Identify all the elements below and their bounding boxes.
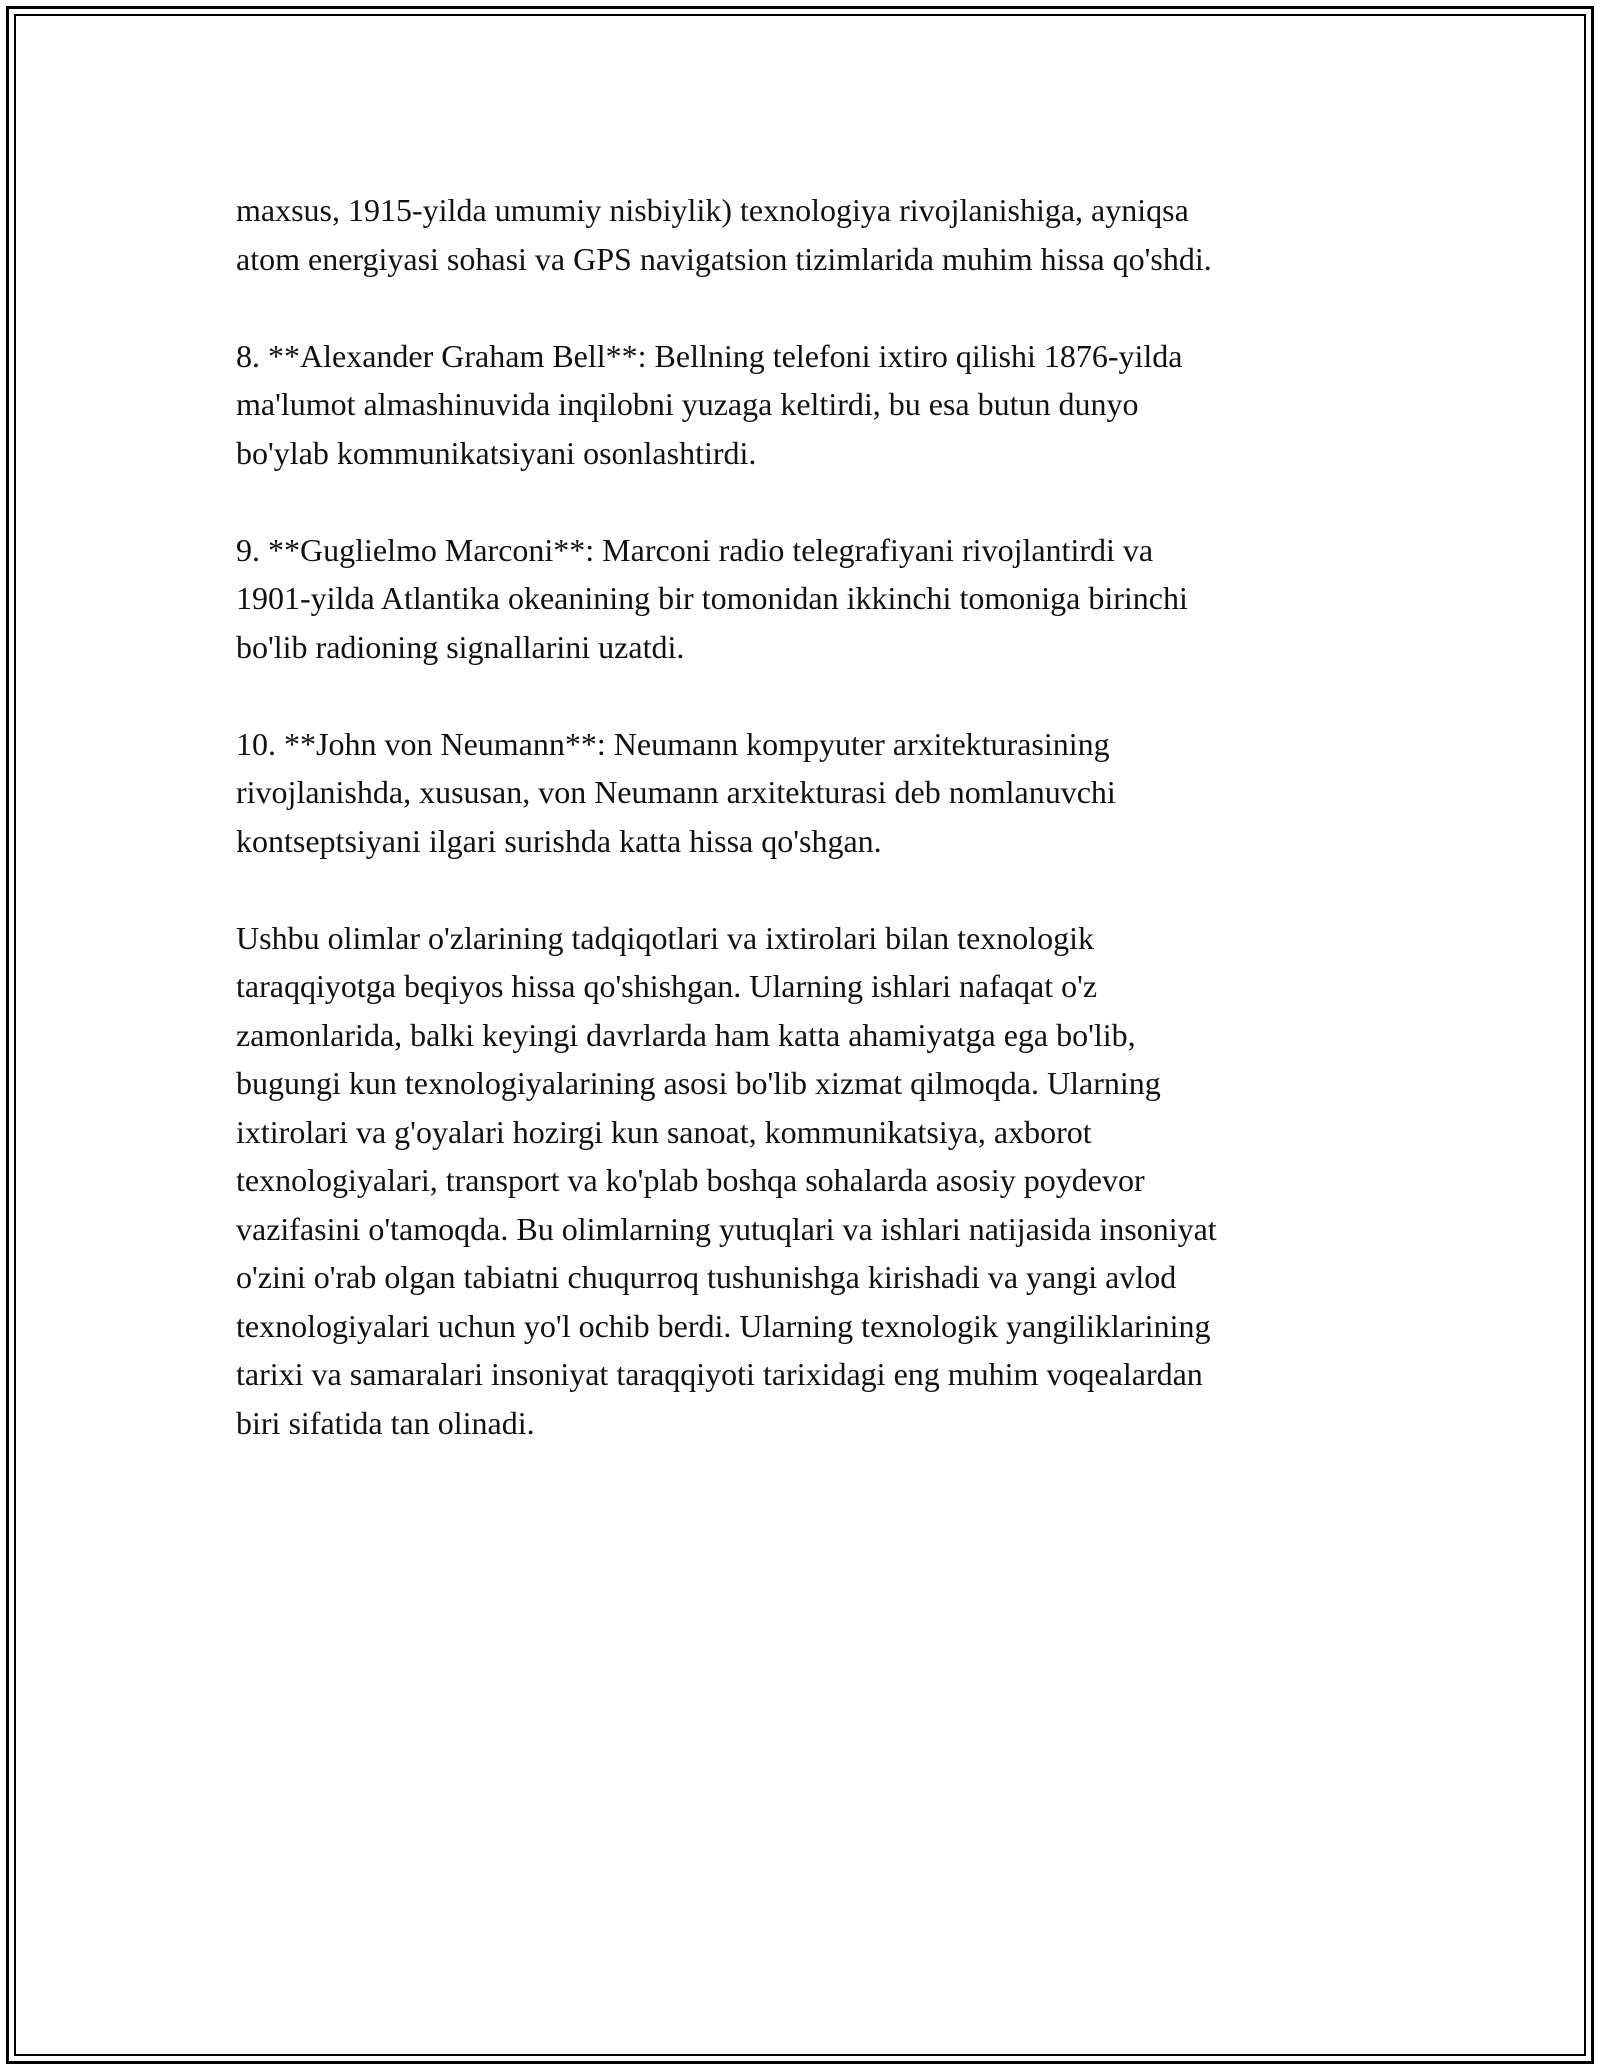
paragraph-conclusion: Ushbu olimlar o'zlarining tadqiqotlari va ixtirolari bilan texnologik taraqqiyotga beqiyos hissa qo'shishgan. Ularning ishlari nafaqat o'z zamonlarida, balki keyingi davrlarda ham katta ahamiyatga ega bo'lib, bugungi kun texnologiyalarining asosi bo'lib xizmat qilmoqda. Ularning ixtirolari va g'oyalari hozirgi kun sanoat, kommunikatsiya, axborot texnologiyalari, transport va ko'plab boshqa sohalarda asosiy poydevor vazifasini o'tamoqda. Bu olimlarning yutuqlari va ishlari natijasida insoniyat o'zini o'rab olgan tabiatni chuqurroq tushunishga kirishadi va yangi avlod texnologiyalari uchun yo'l ochib berdi. Ularning texnologik yangiliklarining tarixi va samaralari insoniyat taraqqiyoti tarixidagi eng muhim voqealardan biri sifatida tan olinadi.: [236, 919, 1217, 1441]
document-body: [236, 186, 1386, 1496]
list-item-bell: 8. **Alexander Graham Bell**: Bellning telefoni ixtiro qilishi 1876-yilda ma'lumot almashinuvida inqilobni yuzaga keltirdi, bu esa butun dunyo bo'ylab kommunikatsiyani osonlashtirdi.: [236, 337, 1183, 471]
list-item-marconi: 9. **Guglielmo Marconi**: Marconi radio telegrafiyani rivojlantirdi va 1901-yilda Atlantika okeanining bir tomonidan ikkinchi tomoniga birinchi bo'lib radioning signallarini uzatdi.: [236, 531, 1188, 665]
list-item-von-neumann: 10. **John von Neumann**: Neumann kompyuter arxitekturasining rivojlanishda, xususan, von Neumann arxitekturasi deb nomlanuvchi kontseptsiyani ilgari surishda katta hissa qo'shgan.: [236, 725, 1116, 859]
paragraph-einstein-continuation: maxsus, 1915-yilda umumiy nisbiylik) texnologiya rivojlanishiga, ayniqsa atom energiyasi sohasi va GPS navigatsion tizimlarida muhim hissa qo'shdi.: [236, 192, 1212, 277]
